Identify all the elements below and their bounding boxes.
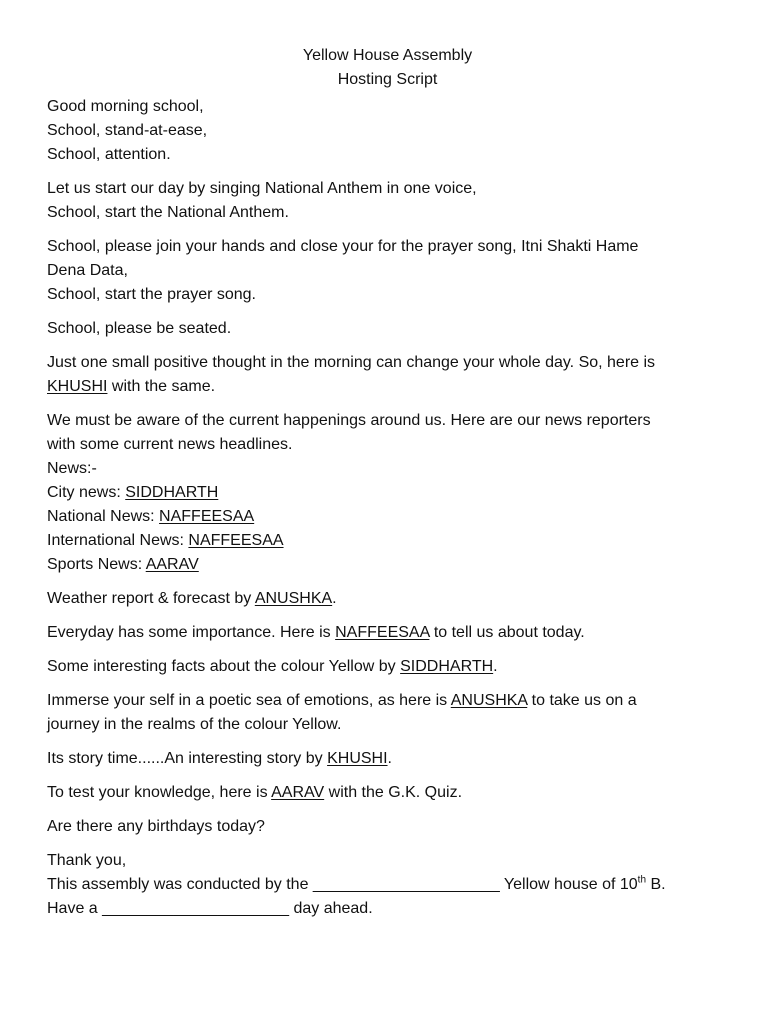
presenter-name: KHUSHI — [327, 750, 388, 767]
thought-line: Just one small positive thought in the morning can change your whole day. So, here is — [47, 354, 656, 371]
have-a-day-line: Have a _____________________ day ahead. — [47, 900, 373, 917]
story-line — [47, 747, 728, 771]
birthday-line: Are there any birthdays today? — [47, 818, 265, 835]
presenter-name: ANUSHKA — [254, 590, 333, 607]
presenter-name: AARAV — [271, 784, 325, 801]
today-text: Everyday has some importance. Here is — [47, 624, 336, 641]
city-news-label: City news: — [47, 484, 126, 501]
facts-line — [47, 655, 728, 679]
weather-paragraph — [47, 587, 728, 611]
news-intro-line-2: with some current news headlines. — [47, 436, 293, 453]
quiz-text: To test your knowledge, here is — [47, 784, 272, 801]
birthday-paragraph — [47, 815, 728, 839]
presenter-name: AARAV — [145, 556, 199, 573]
today-suffix: to tell us about today. — [429, 624, 585, 641]
prayer-intro-line-2: Dena Data, — [47, 262, 128, 279]
news-intro-line: We must be aware of the current happenings around us. Here are our news reporters — [47, 412, 651, 429]
quiz-paragraph — [47, 781, 728, 805]
national-news-line — [47, 505, 728, 529]
title-block — [47, 44, 728, 92]
facts-paragraph — [47, 655, 728, 679]
today-paragraph — [47, 621, 728, 645]
attention-line: School, attention. — [47, 146, 171, 163]
poem-paragraph — [47, 689, 728, 737]
class-section: B. — [646, 876, 666, 893]
anthem-start-line: School, start the National Anthem. — [47, 204, 289, 221]
weather-suffix: . — [332, 590, 337, 607]
presenter-name: SIDDHARTH — [125, 484, 219, 501]
facts-suffix: . — [493, 658, 498, 675]
international-news-line — [47, 529, 728, 553]
document-subtitle: Hosting Script — [337, 71, 438, 88]
closing-paragraph — [47, 849, 728, 921]
seated-paragraph — [47, 317, 728, 341]
national-news-label: National News: — [47, 508, 160, 525]
poem-suffix: to take us on a — [527, 692, 637, 709]
thought-paragraph — [47, 351, 728, 399]
presenter-name: NAFFEESAA — [159, 508, 255, 525]
thank-you-line: Thank you, — [47, 852, 127, 869]
presenter-name: SIDDHARTH — [400, 658, 494, 675]
presenter-name: KHUSHI — [47, 378, 108, 395]
weather-text: Weather report & forecast by — [47, 590, 255, 607]
thought-suffix: with the same. — [107, 378, 216, 395]
prayer-start-line: School, start the prayer song. — [47, 286, 256, 303]
conducted-by-line — [47, 873, 728, 897]
ordinal-suffix: th — [637, 874, 647, 886]
presenter-name: NAFFEESAA — [188, 532, 284, 549]
stand-at-ease-line: School, stand-at-ease, — [47, 122, 208, 139]
quiz-suffix: with the G.K. Quiz. — [324, 784, 463, 801]
greeting-line: Good morning school, — [47, 98, 204, 115]
anthem-paragraph — [47, 177, 728, 225]
today-line — [47, 621, 728, 645]
news-paragraph — [47, 409, 728, 577]
greeting-paragraph — [47, 95, 728, 167]
international-news-label: International News: — [47, 532, 189, 549]
seated-line: School, please be seated. — [47, 320, 232, 337]
story-text: Its story time......An interesting story by — [47, 750, 328, 767]
sports-news-line — [47, 553, 728, 577]
conducted-by-text: This assembly was conducted by the _____________________ Yellow house of 10 — [47, 876, 638, 893]
weather-line — [47, 587, 728, 611]
facts-text: Some interesting facts about the colour Yellow by — [47, 658, 401, 675]
presenter-name: NAFFEESAA — [335, 624, 430, 641]
news-heading: News:- — [47, 460, 97, 477]
prayer-intro-line: School, please join your hands and close your for the prayer song, Itni Shakti Hame — [47, 238, 639, 255]
story-suffix: . — [387, 750, 392, 767]
anthem-intro-line: Let us start our day by singing National Anthem in one voice, — [47, 180, 477, 197]
thought-line-2 — [47, 375, 728, 399]
story-paragraph — [47, 747, 728, 771]
poem-text: Immerse your self in a poetic sea of emotions, as here is — [47, 692, 451, 709]
presenter-name: ANUSHKA — [450, 692, 528, 709]
quiz-line — [47, 781, 728, 805]
prayer-paragraph — [47, 235, 728, 307]
poem-line-2: journey in the realms of the colour Yellow. — [47, 716, 342, 733]
sports-news-label: Sports News: — [47, 556, 146, 573]
poem-line — [47, 689, 728, 713]
city-news-line — [47, 481, 728, 505]
document-title: Yellow House Assembly — [302, 47, 473, 64]
